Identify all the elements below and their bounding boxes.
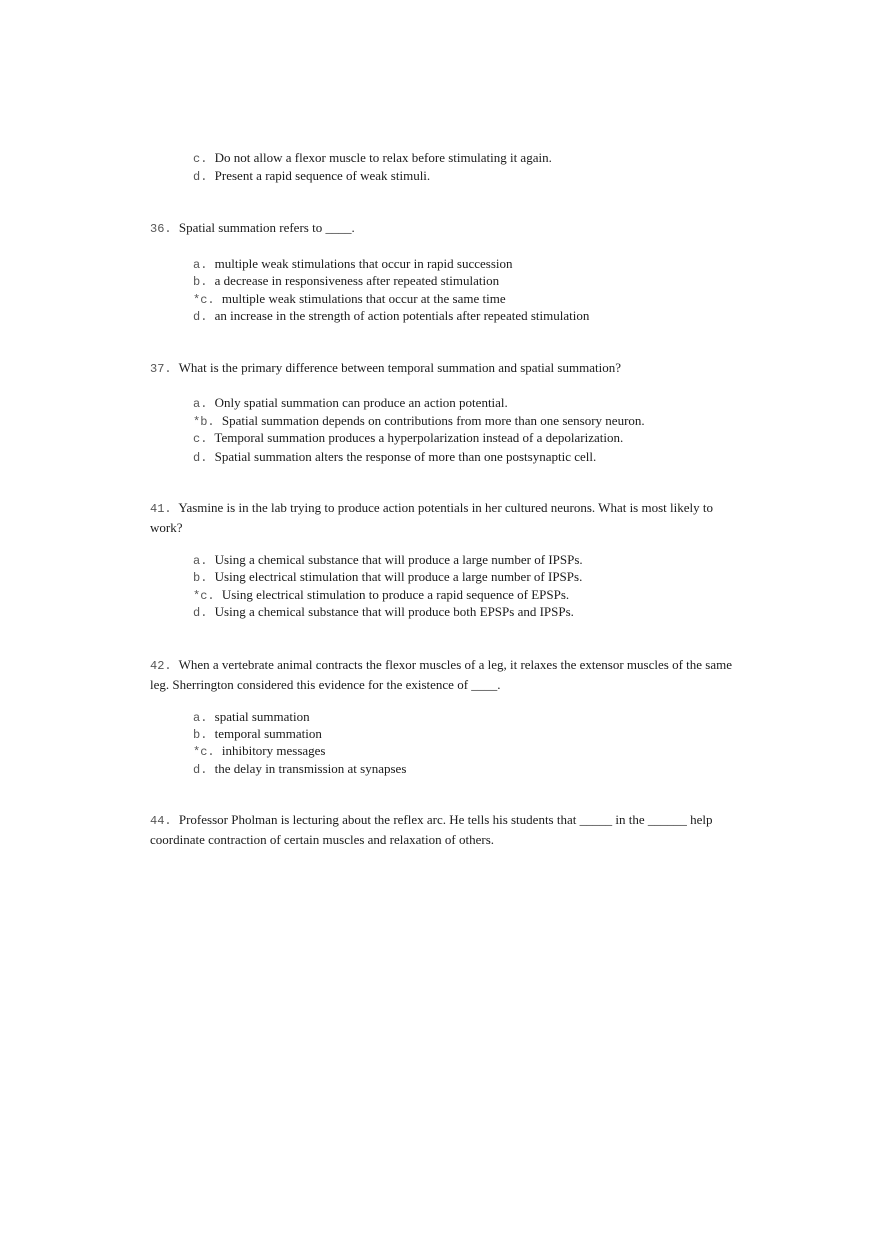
question-41-option-b [193, 568, 582, 587]
option-text: Using a chemical substance that will produce a large number of IPSPs. [214, 552, 583, 567]
question-number: 41. [150, 502, 172, 516]
option-letter: *c. [193, 589, 215, 603]
continued-option-c [193, 149, 552, 168]
question-number: 44. [150, 814, 172, 828]
option-letter: d. [193, 170, 208, 184]
option-letter: a. [193, 258, 208, 272]
option-letter: *b. [193, 415, 215, 429]
option-text: Using electrical stimulation to produce a rapid sequence of EPSPs. [221, 587, 570, 602]
question-36-option-d [193, 307, 589, 326]
option-letter: d. [193, 763, 208, 777]
option-text: Temporal summation produces a hyperpolarization instead of a depolarization. [214, 430, 624, 445]
question-37-option-c [193, 429, 623, 448]
option-text: Using a chemical substance that will produce both EPSPs and IPSPs. [214, 604, 574, 619]
option-text: multiple weak stimulations that occur at the same time [221, 291, 506, 306]
question-text: When a vertebrate animal contracts the flexor muscles of a leg, it relaxes the extensor muscles of the same leg. Sherrington considered this evidence for the existence of ____. [150, 657, 732, 692]
option-text: the delay in transmission at synapses [214, 761, 407, 776]
option-text: temporal summation [214, 726, 322, 741]
question-42-option-c [193, 742, 326, 761]
option-text: inhibitory messages [221, 743, 326, 758]
option-text: a decrease in responsiveness after repeated stimulation [214, 273, 500, 288]
option-text: Only spatial summation can produce an action potential. [214, 395, 508, 410]
option-letter: d. [193, 310, 208, 324]
option-letter: a. [193, 397, 208, 411]
question-text: Professor Pholman is lecturing about the reflex arc. He tells his students that _____ in the ______ help coordinate contraction of certain muscles and relaxation of others. [150, 812, 713, 847]
question-text: Spatial summation refers to ____. [178, 220, 355, 235]
option-letter: a. [193, 711, 208, 725]
option-letter: *c. [193, 745, 215, 759]
question-text: Yasmine is in the lab trying to produce action potentials in her cultured neurons. What is most likely to work? [150, 500, 713, 535]
question-37-option-d [193, 448, 596, 467]
question-36-option-b [193, 272, 499, 291]
option-letter: d. [193, 606, 208, 620]
question-41-option-d [193, 603, 574, 622]
option-text: Do not allow a flexor muscle to relax before stimulating it again. [214, 150, 552, 165]
option-letter: b. [193, 571, 208, 585]
option-letter: d. [193, 451, 208, 465]
option-text: an increase in the strength of action potentials after repeated stimulation [214, 308, 590, 323]
question-37-option-a [193, 394, 508, 413]
option-text: multiple weak stimulations that occur in rapid succession [214, 256, 513, 271]
question-41-stem [150, 499, 740, 536]
question-number: 42. [150, 659, 172, 673]
question-37-stem [150, 359, 740, 379]
option-text: Spatial summation alters the response of more than one postsynaptic cell. [214, 449, 597, 464]
question-number: 37. [150, 362, 172, 376]
question-42-option-d [193, 760, 406, 779]
continued-option-d [193, 167, 430, 186]
option-text: spatial summation [214, 709, 310, 724]
question-44-stem [150, 811, 725, 848]
option-letter: b. [193, 728, 208, 742]
option-letter: c. [193, 152, 208, 166]
option-letter: *c. [193, 293, 215, 307]
option-letter: b. [193, 275, 208, 289]
option-text: Using electrical stimulation that will produce a large number of IPSPs. [214, 569, 583, 584]
question-number: 36. [150, 222, 172, 236]
question-36-stem [150, 219, 740, 239]
option-text: Present a rapid sequence of weak stimuli. [214, 168, 431, 183]
option-letter: c. [193, 432, 208, 446]
option-text: Spatial summation depends on contributions from more than one sensory neuron. [221, 413, 645, 428]
question-text: What is the primary difference between temporal summation and spatial summation? [178, 360, 621, 375]
question-42-stem [150, 656, 740, 693]
option-letter: a. [193, 554, 208, 568]
